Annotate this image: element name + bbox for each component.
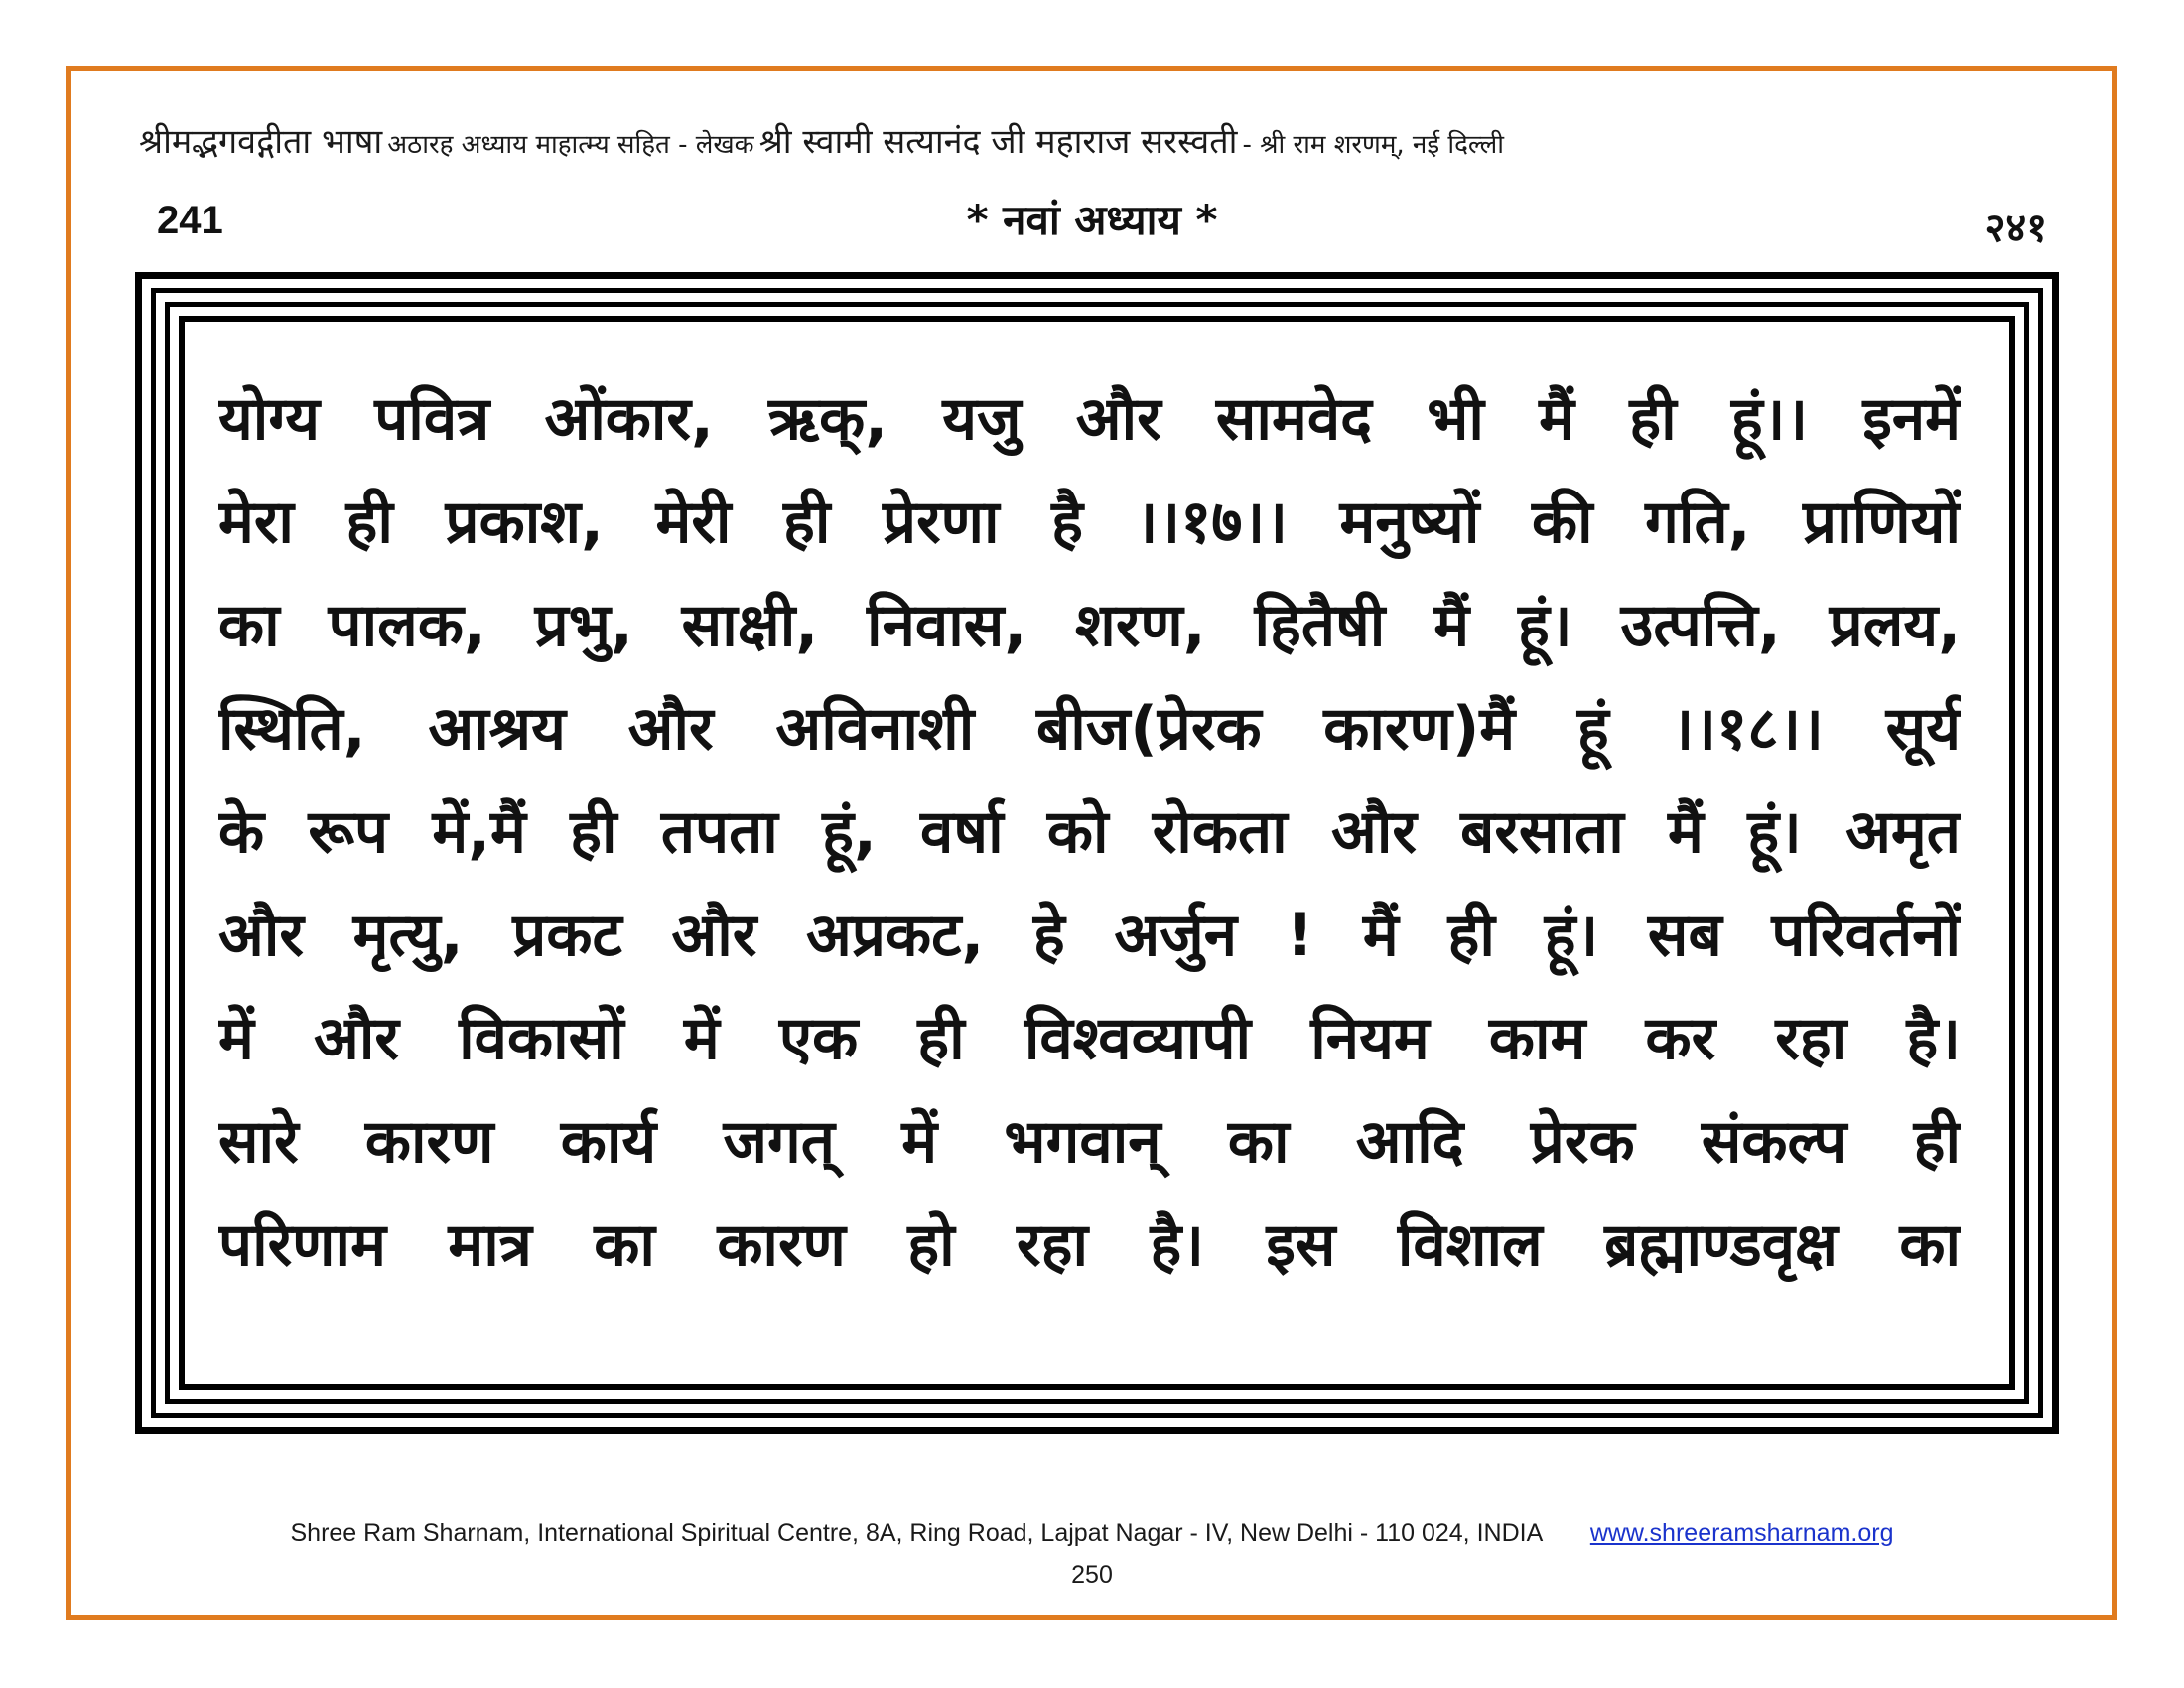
footer (0, 1519, 2184, 1548)
page-number-right: २४१ (1984, 206, 2047, 251)
book-subtitle: अठारह अध्याय माहात्म्य सहित - लेखक (387, 130, 754, 160)
text-line: और मृत्यु, प्रकट और अप्रकट, हे अर्जुन ! मैं ही हूं। सब परिवर्तनों (218, 901, 1961, 970)
scripture-text (218, 367, 1961, 1297)
text-line: मेरा ही प्रकाश, मेरी ही प्रेरणा है ।।१७।। मनुष्यों की गति, प्राणियों (218, 488, 1961, 557)
text-line: परिणाम मात्र का कारण हो रहा है। इस विशाल ब्रह्माण्डवृक्ष का (218, 1210, 1961, 1280)
running-header (139, 117, 2055, 163)
text-line: के रूप में,मैं ही तपता हूं, वर्षा को रोकता और बरसाता मैं हूं। अमृत (218, 797, 1961, 867)
text-line: सारे कारण कार्य जगत् में भगवान् का आदि प्रेरक संकल्प ही (218, 1107, 1961, 1177)
text-line: स्थिति, आश्रय और अविनाशी बीज(प्रेरक कारण)मैं हूं ।।१८।। सूर्य (218, 694, 1961, 764)
footer-page-number: 250 (1071, 1561, 1113, 1589)
book-title: श्रीमद्भगवद्गीता भाषा (139, 122, 383, 162)
text-line: में और विकासों में एक ही विश्वव्यापी नियम काम कर रहा है। (218, 1004, 1961, 1073)
page-number-left: 241 (157, 199, 223, 242)
text-line: का पालक, प्रभु, साक्षी, निवास, शरण, हितैषी मैं हूं। उत्पत्ति, प्रलय, (218, 591, 1961, 660)
website-link[interactable]: www.shreeramsharnam.org (1589, 1519, 1894, 1547)
author-name: श्री स्वामी सत्यानंद जी महाराज सरस्वती (758, 122, 1238, 162)
publisher-name: - श्री राम शरणम्, नई दिल्ली (1242, 130, 1504, 160)
chapter-title: * नवां अध्याय * (966, 196, 1218, 244)
footer-address: Shree Ram Sharnam, International Spiritual Centre, 8A, Ring Road, Lajpat Nagar - IV, New Delhi - 110 024, INDIA (290, 1519, 1542, 1547)
text-line: योग्य पवित्र ओंकार, ऋक्, यजु और सामवेद भी मैं ही हूं।। इनमें (218, 384, 1961, 454)
